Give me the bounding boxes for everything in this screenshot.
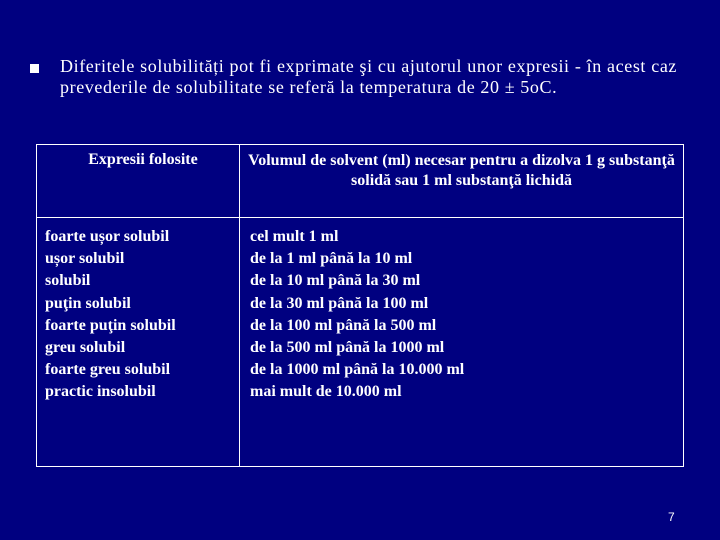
header-volume: Volumul de solvent (ml) necesar pentru a dizolva 1 g substanţă solidă sau 1 ml substanţă lichidă <box>240 145 684 218</box>
list-item: cel mult 1 ml <box>250 228 339 245</box>
list-item: greu solubil <box>45 339 126 357</box>
list-item: de la 10 ml până la 30 ml <box>250 272 421 290</box>
list-item: foarte greu solubil <box>45 361 171 379</box>
solubility-table <box>36 144 684 467</box>
list-item: de la 500 ml până la 1000 ml <box>250 339 445 357</box>
expressions-cell <box>37 218 240 467</box>
list-item: practic insolubil <box>45 383 156 401</box>
list-item: mai mult de 10.000 ml <box>250 383 402 401</box>
list-item: de la 30 ml până la 100 ml <box>250 294 429 312</box>
list-item: foarte ușor solubil <box>45 228 170 245</box>
table-header-row <box>37 145 684 218</box>
intro-text: Diferitele solubilități pot fi exprimate şi cu ajutorul unor expresii - în acest caz prevederile de solubilitate se referă la temperatura de 20 ± 5oC. <box>60 56 677 97</box>
bullet-square-icon <box>30 64 39 73</box>
list-item: de la 1 ml până la 10 ml <box>250 250 413 268</box>
volumes-list <box>240 218 683 404</box>
page-number: 7 <box>668 510 675 524</box>
header-expressions: Expresii folosite <box>37 145 240 218</box>
list-item: de la 100 ml până la 500 ml <box>250 316 437 334</box>
list-item: solubil <box>45 272 91 290</box>
volumes-cell <box>240 218 684 467</box>
expressions-list <box>37 218 239 404</box>
list-item: de la 1000 ml până la 10.000 ml <box>250 361 465 379</box>
table-body-row <box>37 218 684 467</box>
list-item: puţin solubil <box>45 294 131 312</box>
list-item: foarte puţin solubil <box>45 316 176 334</box>
list-item: ușor solubil <box>45 250 125 268</box>
